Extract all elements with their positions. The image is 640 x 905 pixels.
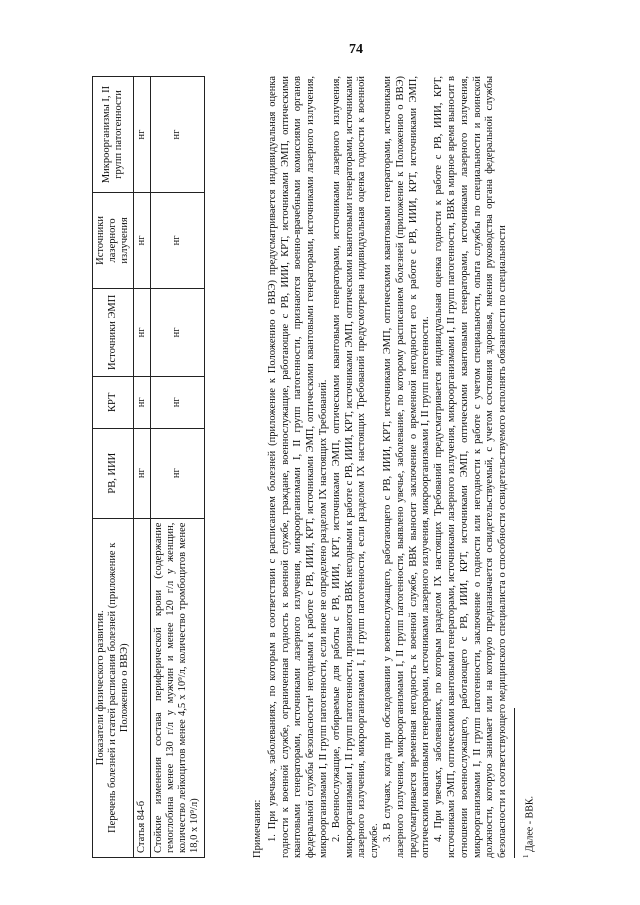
- header-diseases-line1: Показатели физического развития.: [95, 610, 106, 766]
- table-row: [151, 77, 204, 858]
- header-diseases-line2: Перечень болезней и статей расписания болезней (приложение к Положению о ВВЭ): [107, 542, 131, 833]
- notes-heading: Примечания:: [252, 799, 263, 858]
- table-cell: нг: [134, 428, 151, 518]
- header-microorganisms: Микроорганизмы I, II групп патогенности: [93, 77, 134, 193]
- footnote-mark: 1: [522, 854, 530, 858]
- footnote-text: Далее - ВВК.: [524, 795, 536, 852]
- header-diseases-list: [93, 518, 134, 857]
- condition-description: Стойкие изменения состава периферической крови (содержание гемоглобина менее 130 г/л у мужчин и менее 120 г/л у женщин, количество лейкоцитов менее 4,5 х 10⁹/л, количество тромбоцитов менее 18,0 х 10⁹/л): [151, 518, 204, 857]
- article-label: Статья 84-б: [134, 518, 151, 857]
- footnote: [522, 796, 535, 858]
- table-cell: нг: [151, 428, 204, 518]
- note-paragraph: 2. Военнослужащие, отбираемые для работы с РВ, ИИИ, КРТ, источниками ЭМП, оптическими квантовыми генераторами, источниками лазерного излучения, микроорганизмами I, II групп патогенности, признаются ВВК негодными к работе с РВ, ИИИ, КРТ, источниками ЭМП, оптическими квантовыми генераторами, источниками лазерного излучения, микроорганизмами I, II групп патогенности, если разделом IX настоящих Требований предусмотрена индивидуальная оценка годности к военной службе.: [330, 76, 381, 858]
- header-krt: КРТ: [93, 376, 134, 428]
- table-cell: нг: [151, 77, 204, 193]
- note-paragraph: 1. При увечьях, заболеваниях, по которым в соответствии с расписанием болезней (приложение к Положению о ВВЭ) предусматривается индивидуальная оценка годности к военной службе, ограниченная годность к военной службе, граждане, военнослужащие, работающие с РВ, ИИИ, КРТ, источниками ЭМП, оптическими квантовыми генераторами, источниками лазерного излучения, микроорганизмами I, II групп патогенности, признаются военно-врачебными комиссиями органов федеральной службы безопасности¹ негодными к работе с РВ, ИИИ, КРТ, источниками ЭМП, оптическими квантовыми генераторами, источниками лазерного излучения, микроорганизмами I, II групп патогенности, если иное не определено разделом IX настоящих Требований.: [266, 76, 329, 858]
- note-paragraph: 4. При увечьях, заболеваниях, по которым разделом IX настоящих Требований предусматривается индивидуальная оценка годности к работе с РВ, ИИИ, КРТ, источниками ЭМП, оптическими квантовыми генераторами, источниками лазерного излучения, микроорганизмами I, II групп патогенности, ВВК в мирное время выносит в отношении военнослужащего, работающего с РВ, ИИИ, КРТ, источниками ЭМП, оптическими квантовыми генераторами, источниками лазерного излучения, микроорганизмами I, II групп патогенности, заключение о годности или негодности к работе с учетом специальности, опыта службы по специальности и воинской должности, которую занимает или на которую предназначается освидетельствуемый, с учетом состояния здоровья, мнения руководства органа федеральной службы безопасности и соответствующего медицинского специалиста о способности освидетельствуемого исполнять обязанности по специальности: [433, 76, 509, 858]
- table-row: [134, 77, 151, 858]
- table-cell: нг: [151, 288, 204, 376]
- rotated-content: [92, 68, 564, 858]
- table-header-row: [93, 77, 134, 858]
- table-cell: нг: [134, 77, 151, 193]
- table-cell: нг: [151, 192, 204, 288]
- header-emp-sources: Источники ЭМП: [93, 288, 134, 376]
- footnote-divider: [514, 708, 515, 858]
- header-laser-sources: Источники лазерного излучения: [93, 192, 134, 288]
- note-paragraph: 3. В случаях, когда при обследовании у военнослужащего, работающего с РВ, ИИИ, КРТ, источниками ЭМП, оптическими квантовыми генераторами, источниками лазерного излучения, микроорганизмами I, II групп патогенности, выявлено увечье, заболевание, по которому расписанием болезней (приложение к Положению о ВВЭ) предусматривается временная негодность к военной службе, ВВК выносит заключение о временной негодности его к работе с РВ, ИИИ, КРТ, источниками ЭМП, оптическими квантовыми генераторами, источниками лазерного излучения, микроорганизмами I, II групп патогенности.: [381, 76, 432, 858]
- notes-section: [252, 76, 510, 858]
- table-cell: нг: [134, 288, 151, 376]
- table-cell: нг: [134, 192, 151, 288]
- table-cell: нг: [151, 376, 204, 428]
- table-cell: нг: [134, 376, 151, 428]
- rotated-content-area: [92, 68, 564, 858]
- page-number: 74: [349, 42, 363, 57]
- header-rv-iii: РВ, ИИИ: [93, 428, 134, 518]
- requirements-table: [92, 76, 205, 858]
